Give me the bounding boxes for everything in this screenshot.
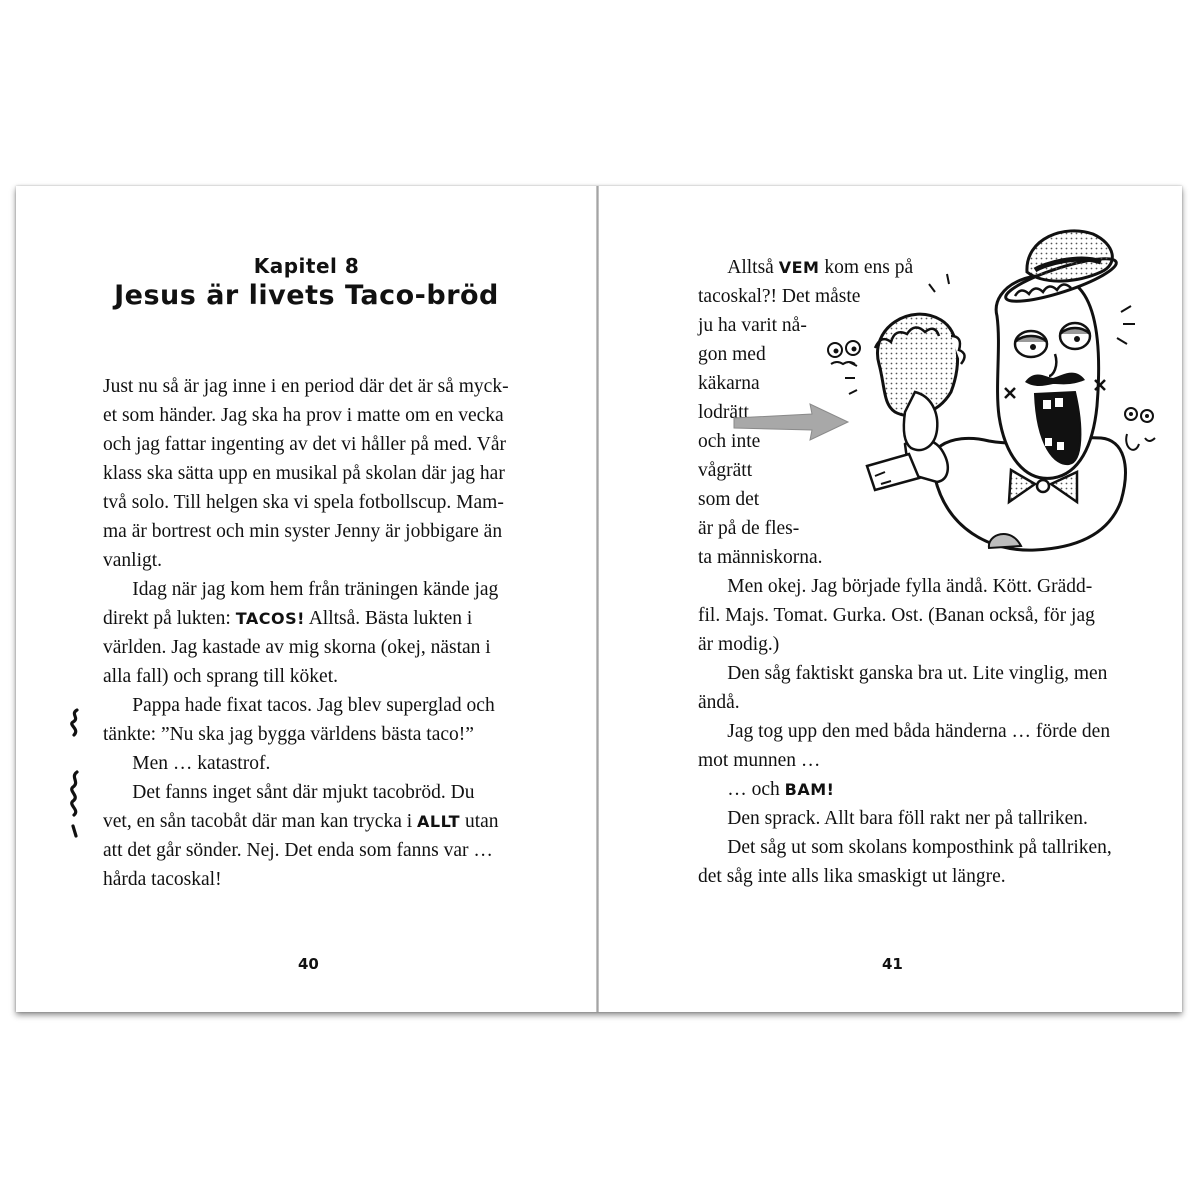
text-line (103, 401, 533, 430)
text-segment: … och (698, 779, 785, 800)
text-segment: ma är bortrest och min syster Jenny är jobbigare än (103, 521, 503, 542)
right-page (599, 186, 1182, 1012)
page-number: 41 (882, 955, 903, 973)
text-segment: klass ska sätta upp en musikal på skolan där jag har (103, 463, 505, 484)
text-segment: vågrätt (698, 460, 753, 481)
text-segment: Just nu så är jag inne i en period där det är så myck- (103, 376, 509, 397)
text-line (698, 862, 1138, 891)
text-segment: et som händer. Jag ska ha prov i matte om en vecka (103, 405, 504, 426)
text-segment: vet, en sån tacobåt där man kan trycka i (103, 811, 418, 832)
text-segment: ta människorna. (698, 547, 823, 568)
text-line (103, 749, 533, 778)
text-line (103, 662, 533, 691)
text-segment: Alltså. Bästa lukten i (304, 608, 473, 629)
emphasized-word: TACOS! (235, 609, 305, 628)
text-line (698, 746, 1138, 775)
text-line (103, 546, 533, 575)
text-line (103, 691, 533, 720)
text-line (103, 807, 533, 836)
text-line (103, 575, 533, 604)
text-segment: tänkte: ”Nu ska jag bygga världens bästa taco!” (103, 724, 474, 745)
text-segment: Den sprack. Allt bara föll rakt ner på tallriken. (698, 808, 1088, 829)
text-segment: är modig.) (698, 634, 780, 655)
left-page (16, 186, 597, 1012)
text-segment: och jag fattar ingenting av det vi håller på med. Vår (103, 434, 507, 455)
googly-eyes-icon (825, 338, 867, 368)
text-line (698, 804, 1138, 833)
text-segment: Jag tog upp den med båda händerna … förde den (698, 721, 1111, 742)
text-segment: det såg inte alls lika smaskigt ut längre. (698, 866, 1006, 887)
text-segment: Pappa hade fixat tacos. Jag blev superglad och (103, 695, 495, 716)
text-segment: mot munnen … (698, 750, 821, 771)
text-segment: vanligt. (103, 550, 163, 571)
cartoon-man-eating-taco-illustration (839, 216, 1164, 561)
left-body-text (103, 372, 533, 894)
chapter-label: Kapitel 8 (253, 254, 360, 278)
text-line (103, 517, 533, 546)
text-line (698, 572, 1138, 601)
squiggle-icon (68, 708, 82, 738)
text-line (103, 633, 533, 662)
text-line (103, 836, 533, 865)
squiggle-icon (68, 770, 82, 842)
text-segment: och inte (698, 431, 761, 452)
text-line (698, 833, 1138, 862)
text-line (103, 604, 533, 633)
emphasized-word: ALLT (417, 812, 461, 831)
text-segment: ju ha varit nå- (698, 315, 807, 336)
right-body-text-bottom (698, 572, 1138, 891)
text-line (103, 865, 533, 894)
text-segment: Men okej. Jag började fylla ändå. Kött. Grädd- (698, 576, 1093, 597)
text-segment: utan (460, 811, 499, 832)
text-segment: är på de fles- (698, 518, 800, 539)
text-segment: kom ens på (819, 257, 914, 278)
text-segment: världen. Jag kastade av mig skorna (okej, nästan i (103, 637, 491, 658)
emphasized-word: BAM! (784, 780, 835, 799)
text-segment: lodrätt (698, 402, 749, 423)
text-line (698, 659, 1138, 688)
text-segment: käkarna (698, 373, 760, 394)
book-spread (16, 186, 1182, 1012)
text-line (698, 630, 1138, 659)
text-line (103, 459, 533, 488)
text-segment: Den såg faktiskt ganska bra ut. Lite vinglig, men (698, 663, 1108, 684)
text-segment: fil. Majs. Tomat. Gurka. Ost. (Banan också, för jag (698, 605, 1095, 626)
text-segment: ändå. (698, 692, 740, 713)
page-number: 40 (298, 955, 319, 973)
text-segment: Det fanns inget sånt där mjukt tacobröd. Du (103, 782, 475, 803)
chapter-title: Jesus är livets Taco-bröd (114, 280, 499, 311)
text-segment: som det (698, 489, 760, 510)
text-line (103, 488, 533, 517)
emphasized-word: VEM (778, 258, 820, 277)
text-line (103, 720, 533, 749)
text-segment: att det går sönder. Nej. Det enda som fanns var … (103, 840, 493, 861)
text-segment: Alltså (698, 257, 779, 278)
text-segment: Det såg ut som skolans komposthink på tallriken, (698, 837, 1112, 858)
text-segment: alla fall) och sprang till köket. (103, 666, 339, 687)
text-line (698, 717, 1138, 746)
gray-arrow-icon (732, 400, 852, 444)
text-segment: tacoskal?! Det måste (698, 286, 861, 307)
text-segment: Men … katastrof. (103, 753, 271, 774)
text-segment: hårda tacoskal! (103, 869, 222, 890)
text-line (103, 430, 533, 459)
text-line (698, 601, 1138, 630)
text-line (103, 778, 533, 807)
text-segment: direkt på lukten: (103, 608, 236, 629)
text-line (698, 688, 1138, 717)
text-segment: gon med (698, 344, 766, 365)
text-segment: Idag när jag kom hem från träningen kände jag (103, 579, 499, 600)
text-line (103, 372, 533, 401)
text-segment: två solo. Till helgen ska vi spela fotbollscup. Mam- (103, 492, 504, 513)
text-line (698, 775, 1138, 804)
